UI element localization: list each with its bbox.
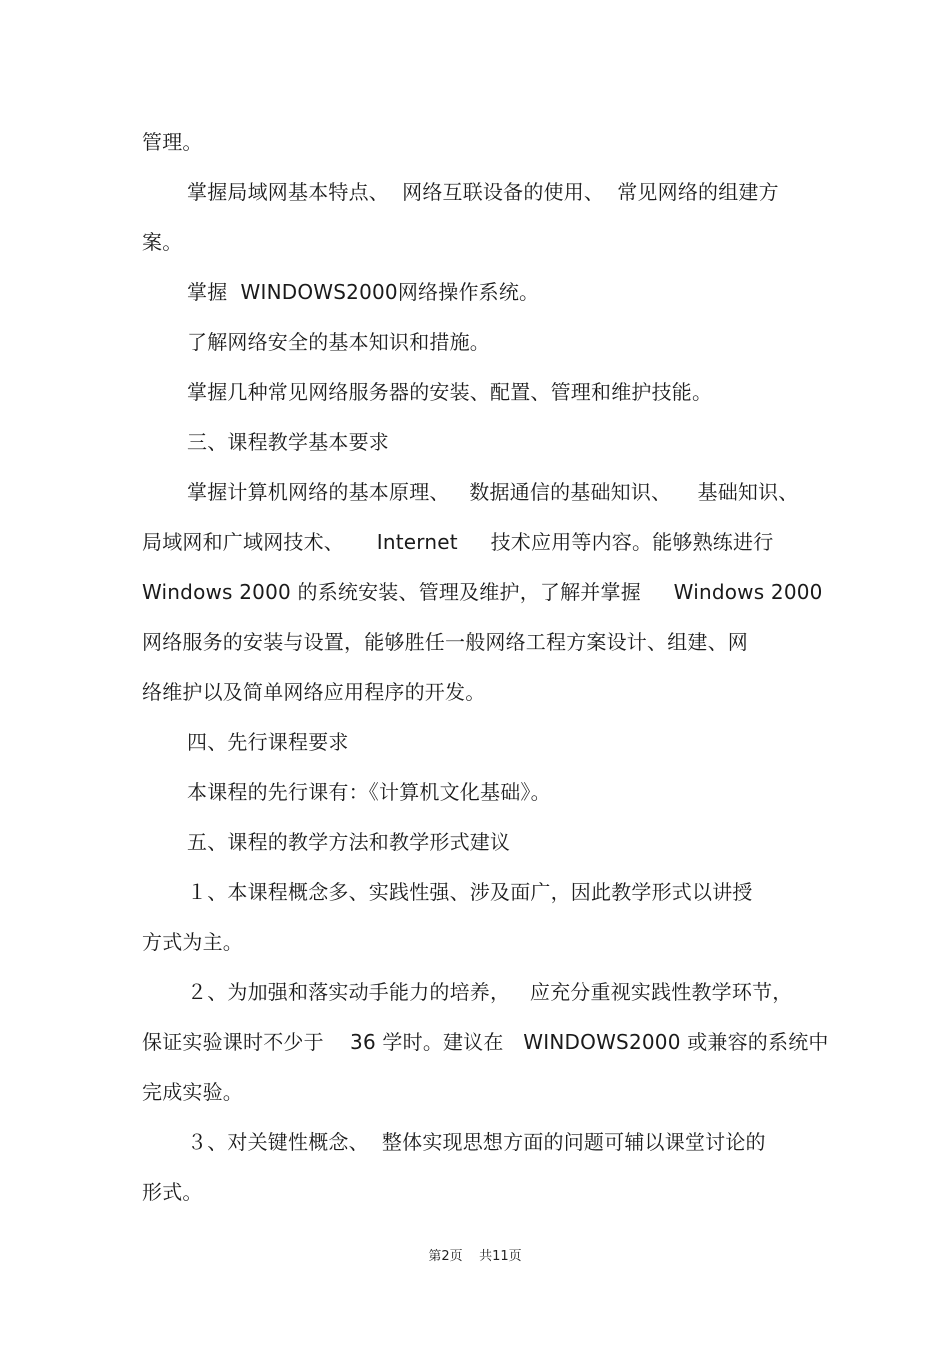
text-line: 保证实验课时不少于 36 学时。建议在 WINDOWS2000 或兼容的系统中 (142, 1030, 829, 1054)
text-line: 掌握计算机网络的基本原理、 数据通信的基础知识、 基础知识、 (187, 480, 799, 504)
page-number-footer: 第2页 共11页 (428, 1249, 522, 1264)
text-line: 掌握局域网基本特点、 网络互联设备的使用、 常见网络的组建方 (187, 180, 779, 204)
text-line: 本课程的先行课有：《计算机文化基础》。 (187, 780, 551, 804)
section-heading: 四、先行课程要求 (187, 730, 349, 754)
text-line: 掌握几种常见网络服务器的安装、配置、管理和维护技能。 (187, 380, 713, 404)
text-line: １、本课程概念多、实践性强、涉及面广，因此教学形式以讲授 (187, 880, 753, 904)
text-line: 局域网和广域网技术、 Internet 技术应用等内容。能够熟练进行 (142, 530, 774, 554)
section-heading: 三、课程教学基本要求 (187, 430, 389, 454)
text-line: 形式。 (142, 1180, 203, 1204)
text-line: Windows 2000 的系统安装、管理及维护，了解并掌握 Windows 2000 (142, 580, 823, 604)
text-line: 了解网络安全的基本知识和措施。 (187, 330, 490, 354)
text-line: 方式为主。 (142, 930, 243, 954)
text-line: 管理。 (142, 130, 203, 154)
section-heading: 五、课程的教学方法和教学形式建议 (187, 830, 511, 854)
text-line: ２、为加强和落实动手能力的培养， 应充分重视实践性教学环节， (187, 980, 793, 1004)
text-line: 掌握 WINDOWS2000网络操作系统。 (187, 280, 540, 304)
text-line: 络维护以及简单网络应用程序的开发。 (142, 680, 486, 704)
text-line: 网络服务的安装与设置，能够胜任一般网络工程方案设计、组建、网 (142, 630, 748, 654)
text-line: ３、对关键性概念、 整体实现思想方面的问题可辅以课堂讨论的 (187, 1130, 766, 1154)
text-line: 案。 (142, 230, 183, 254)
text-line: 完成实验。 (142, 1080, 243, 1104)
